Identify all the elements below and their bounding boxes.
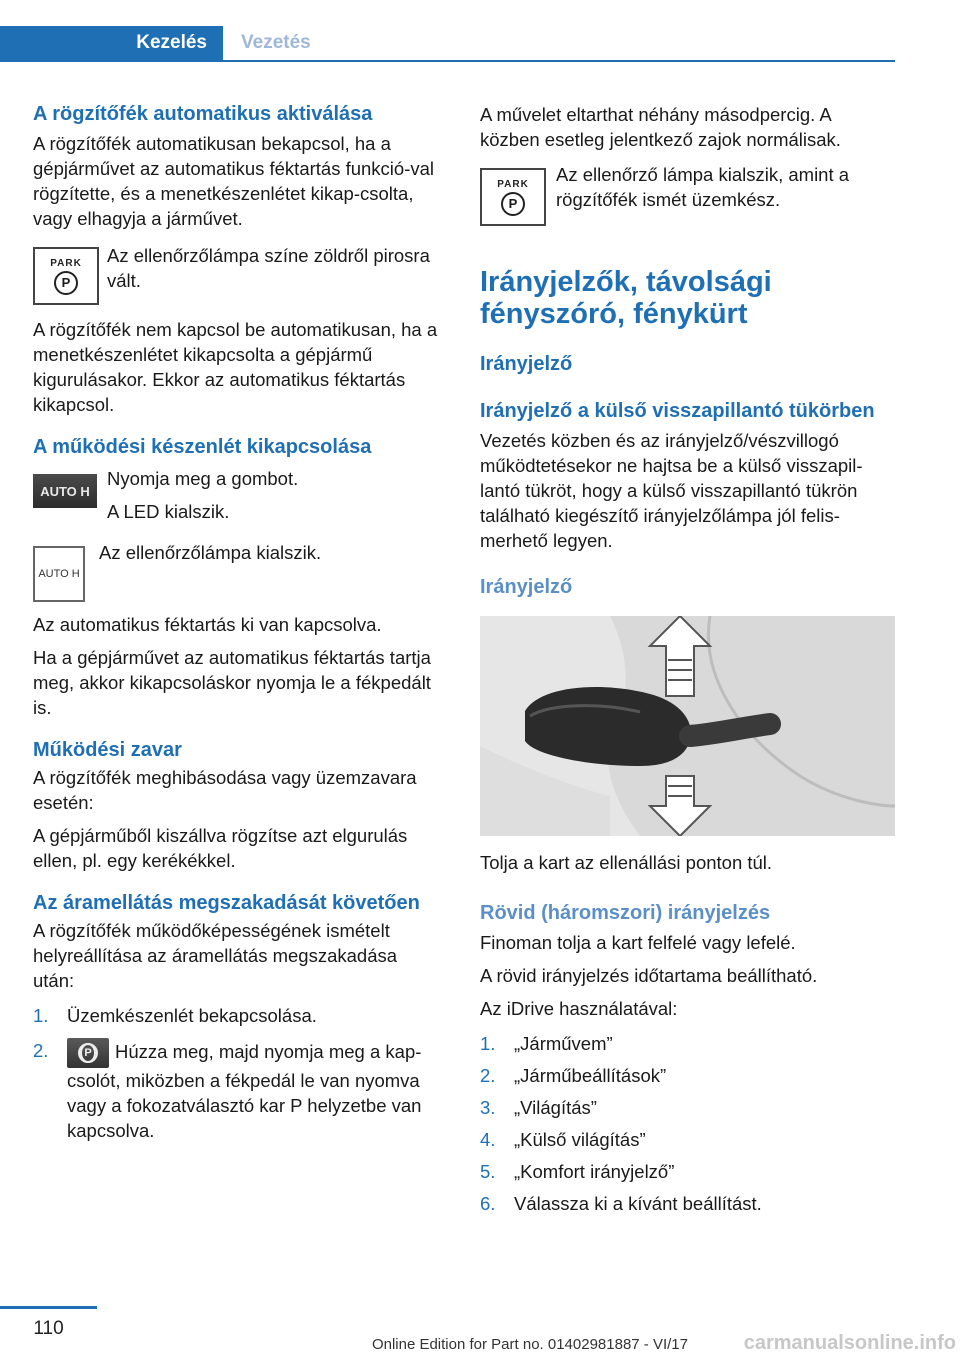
- list-item: 4. „Külső világítás”: [480, 1129, 646, 1150]
- paragraph: A rövid irányjelzés időtartama beállítható.: [480, 965, 818, 986]
- paragraph: A rögzítőfék működőképességének ismételt helyreállítása az áramellátás megszakadása után:: [33, 920, 398, 991]
- list-item: 2. „Járműbeállítások”: [480, 1065, 667, 1086]
- auto-h-indicator-icon: AUTO H: [33, 546, 85, 602]
- paragraph: Az iDrive használatával:: [480, 998, 678, 1019]
- list-item: 3. „Világítás”: [480, 1097, 597, 1118]
- paragraph: Vezetés közben és az irányjelző/vészvillogó működtetésekor ne hajtsa be a külső visszapil-lantó tükröt, hogy a külső visszapillantó tükrön található kiegészítő irányjelzőlámpa jól felis-merhető legyen.: [480, 430, 863, 551]
- chapter-heading: Irányjelzők, távolsági fényszóró, fénykürt: [480, 266, 772, 330]
- list-item: 5. „Komfort irányjelző”: [480, 1161, 675, 1182]
- paragraph: Tolja a kart az ellenállási ponton túl.: [480, 852, 773, 873]
- watermark: carmanualsonline.info: [743, 1332, 956, 1354]
- tab-kezeles[interactable]: Kezelés: [0, 26, 223, 60]
- section-heading: A működési készenlét kikapcsolása: [33, 436, 372, 458]
- indicator-text: Az ellenőrző lámpa kialszik, amint a rögzítőfék ismét üzemkész.: [556, 164, 850, 210]
- left-column: [33, 102, 443, 1143]
- section-heading: Működési zavar: [33, 739, 182, 761]
- tab-underline: [0, 60, 895, 62]
- paragraph: A rögzítőfék automatikusan bekapcsol, ha a gépjárművet az automatikus féktartás funkció-val rögzítette, és a menetkészenlétet kikap-csolta, vagy elhagyja a járművet.: [33, 133, 435, 229]
- paragraph: A művelet eltarthat néhány másodpercig. A közben esetleg jelentkező zajok normálisak.: [480, 104, 841, 150]
- indicator-text: Az ellenőrzőlámpa kialszik.: [99, 542, 322, 563]
- park-brake-icon: PARK P: [33, 247, 99, 305]
- auto-h-button-icon: AUTO H: [33, 474, 97, 508]
- list-item: 1. Üzemkészenlét bekapcsolása.: [33, 1005, 317, 1026]
- right-column: [480, 102, 895, 1216]
- list-item: 6. Válassza ki a kívánt beállítást.: [480, 1193, 762, 1214]
- paragraph: A gépjárműből kiszállva rögzítse azt elgurulás ellen, pl. egy kerékékkel.: [33, 825, 408, 871]
- footer-rule: [0, 1306, 97, 1309]
- paragraph: Ha a gépjárművet az automatikus féktartás tartja meg, akkor kikapcsoláskor nyomja le a fékpedált is.: [33, 647, 431, 718]
- section-heading: Rövid (háromszori) irányjelzés: [480, 902, 771, 924]
- autoh-button-row: [33, 466, 443, 524]
- numbered-list: [480, 1031, 895, 1216]
- paragraph: A rögzítőfék nem kapcsol be automatikusan, ha a menetkészenlétet kikapcsolta a gépjármű kigurulásakor. Ekkor az automatikus féktartás kikapcsol.: [33, 319, 438, 415]
- park-indicator-row: [33, 247, 443, 305]
- instruction-text: Nyomja meg a gombot.: [107, 468, 299, 489]
- autoh-indicator-row: [33, 540, 443, 602]
- section-heading: Irányjelző: [480, 576, 573, 598]
- lever-drawing: [480, 616, 895, 836]
- paragraph: Finoman tolja a kart felfelé vagy lefelé.: [480, 932, 796, 953]
- page-number: 110: [33, 1318, 64, 1339]
- section-heading: A rögzítőfék automatikus aktiválása: [33, 103, 373, 125]
- tab-vezetes[interactable]: Vezetés: [241, 32, 311, 53]
- list-item: 1. „Járművem”: [480, 1033, 613, 1054]
- instruction-text: A LED kialszik.: [107, 501, 230, 522]
- list-item: 2. P Húzza meg, majd nyomja meg a kap-csolót, miközben a fékpedál le van nyomva vagy a fokozatválasztó kar P helyzetbe van kapcsolva.: [33, 1040, 422, 1141]
- section-heading: Irányjelző: [480, 353, 573, 375]
- chapter-tabs: [0, 26, 895, 62]
- edition-note: Online Edition for Part no. 01402981887 - VI/17: [371, 1336, 688, 1353]
- numbered-list: [33, 1003, 443, 1143]
- indicator-text: Az ellenőrzőlámpa színe zöldről pirosra vált.: [107, 245, 430, 291]
- turn-signal-lever-illustration: [480, 616, 895, 836]
- park-brake-icon: PARK P: [480, 168, 546, 226]
- paragraph: A rögzítőfék meghibásodása vagy üzemzavara esetén:: [33, 767, 417, 813]
- section-heading: Az áramellátás megszakadását követően: [33, 892, 420, 914]
- park-indicator-row: [480, 164, 895, 226]
- parking-brake-switch-icon: P: [67, 1038, 109, 1068]
- paragraph: Az automatikus féktartás ki van kapcsolva.: [33, 614, 382, 635]
- section-heading: Irányjelző a külső visszapillantó tükörben: [480, 400, 875, 422]
